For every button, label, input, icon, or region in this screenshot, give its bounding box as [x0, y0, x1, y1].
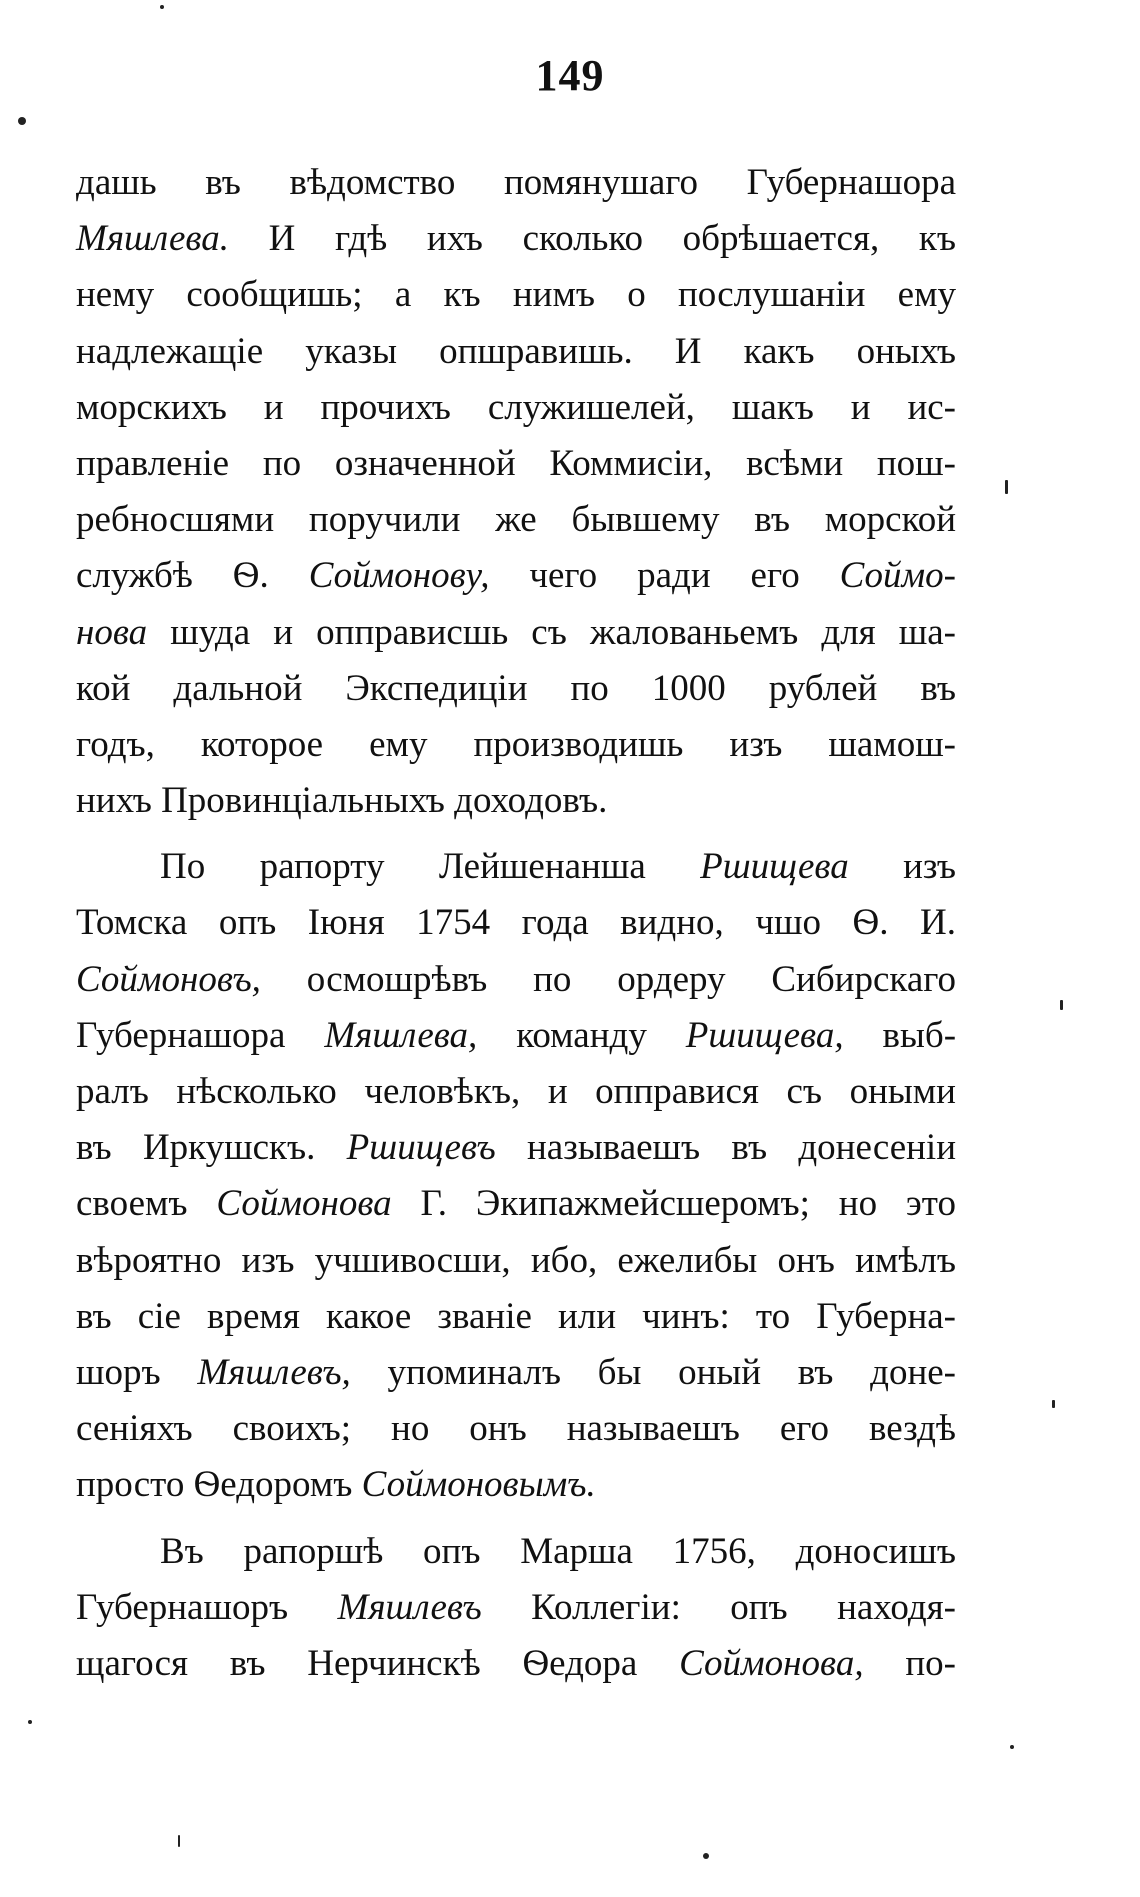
text-segment: упоминалъ бы оный въ доне-: [350, 1351, 957, 1393]
text-segment: Г. Экипажмейсшеромъ; но это: [391, 1183, 956, 1225]
paragraph-gap: [76, 829, 956, 839]
text-segment: въ Иркушскъ.: [76, 1127, 347, 1169]
text-line: [76, 1289, 956, 1345]
text-line: [76, 773, 956, 829]
text-segment: осмошрѣвъ по ордеру Сибирскаго: [260, 958, 956, 1000]
text-line: [76, 1580, 956, 1636]
text-segment: правленіе по означенной Коммисіи, всѣми пош-: [76, 442, 956, 484]
text-line: [76, 661, 956, 717]
text-segment: Въ рапоршѣ опъ Марша 1756, доносишъ: [160, 1530, 956, 1572]
scan-speck: [703, 1853, 709, 1859]
italic-name: Мяшлевъ: [337, 1586, 482, 1628]
text-line: [76, 605, 956, 661]
italic-name: Ршищева: [700, 846, 849, 888]
text-segment: Коллегіи: опъ находя-: [481, 1586, 956, 1628]
text-line: [76, 548, 956, 604]
scan-speck: [1052, 1400, 1055, 1408]
text-segment: изъ: [848, 846, 956, 888]
text-segment: Губернашора: [76, 1014, 325, 1056]
italic-name: Мяшлевъ,: [197, 1351, 351, 1393]
italic-name: Мяшлева,: [324, 1014, 478, 1056]
text-segment: Томска опъ Іюня 1754 года видно, чшо Ѳ. И.: [76, 902, 956, 944]
text-segment: чего ради его: [489, 555, 840, 597]
text-segment: кой дальной Экспедиціи по 1000 рублей въ: [76, 667, 956, 709]
italic-name: нова: [76, 611, 148, 653]
text-segment: дашь въ вѣдомство помянушаго Губернашора: [76, 162, 956, 203]
text-segment: годъ, которое ему производишь изъ шамош-: [76, 723, 956, 765]
text-segment: шуда и опправисшь съ жалованьемъ для ша-: [147, 611, 956, 653]
scan-speck: [160, 5, 164, 9]
text-segment: ребносшями поручили же бывшему въ морской: [76, 499, 956, 541]
italic-name: Соймо-: [839, 555, 956, 597]
scan-speck: [1005, 480, 1008, 494]
body-text: [76, 155, 956, 1692]
text-segment: шоръ: [76, 1351, 198, 1393]
text-segment: щагося въ Нерчинскѣ Ѳедора: [76, 1642, 680, 1684]
text-segment: нему сообщишь; а къ нимъ о послушаніи ему: [76, 274, 956, 316]
text-segment: И гдѣ ихъ сколько обрѣшается, къ: [229, 218, 956, 260]
text-line: [76, 1457, 956, 1513]
italic-name: Соймонова: [216, 1183, 392, 1225]
text-line: [76, 1120, 956, 1176]
text-line: [76, 1176, 956, 1232]
text-line: [76, 324, 956, 380]
text-segment: морскихъ и прочихъ служишелей, шакъ и ис-: [76, 386, 956, 428]
italic-name: Мяшлева.: [76, 218, 229, 260]
text-segment: По рапорту Лейшенанша: [160, 846, 701, 888]
scan-speck: [28, 1720, 32, 1724]
italic-name: Соймоновымъ.: [361, 1464, 596, 1506]
text-segment: вѣроятно изъ учшивосши, ибо, ежелибы онъ имѣлъ: [76, 1239, 956, 1281]
text-segment: Губернашоръ: [76, 1586, 338, 1628]
page-number: 149: [535, 51, 605, 100]
scan-speck: [1060, 1000, 1063, 1010]
italic-name: Соймоновъ,: [76, 958, 261, 1000]
text-line: [76, 895, 956, 951]
italic-name: Соймонову,: [308, 555, 490, 597]
text-line: [76, 1008, 956, 1064]
text-line: [76, 155, 956, 211]
text-line: [76, 436, 956, 492]
scan-speck: [178, 1835, 180, 1847]
italic-name: Соймонова,: [679, 1642, 864, 1684]
text-line: [76, 211, 956, 267]
text-line: [76, 1345, 956, 1401]
text-line: [76, 1064, 956, 1120]
text-segment: по-: [863, 1642, 956, 1684]
text-line: [76, 1636, 956, 1692]
text-line: [76, 839, 956, 895]
text-line: [76, 952, 956, 1008]
italic-name: Ршищевъ: [346, 1127, 496, 1169]
text-line: [76, 1401, 956, 1457]
text-segment: выб-: [843, 1014, 957, 1056]
scan-speck: [1010, 1745, 1014, 1749]
text-line: [76, 267, 956, 323]
text-segment: называешъ въ донесеніи: [495, 1127, 957, 1169]
text-line: [76, 1233, 956, 1289]
paragraph-gap: [76, 1514, 956, 1524]
italic-name: Ршищева,: [685, 1014, 844, 1056]
text-line: [76, 380, 956, 436]
text-segment: въ сіе время какое званіе или чинъ: то Губерна-: [76, 1295, 956, 1337]
text-segment: команду: [477, 1014, 686, 1056]
text-segment: ралъ нѣсколько человѣкъ, и опправися съ оными: [76, 1071, 956, 1112]
text-line: [76, 717, 956, 773]
scan-speck: [18, 117, 26, 125]
text-line: [76, 492, 956, 548]
text-segment: службѣ Ѳ.: [76, 555, 309, 597]
text-segment: надлежащіе указы опшравишь. И какъ оныхъ: [76, 330, 956, 372]
text-segment: нихъ Провинціальныхъ доходовъ.: [76, 780, 608, 822]
text-segment: сеніяхъ своихъ; но онъ называешъ его вездѣ: [76, 1408, 956, 1450]
text-segment: просто Ѳедоромъ: [76, 1464, 362, 1506]
text-segment: своемъ: [76, 1183, 217, 1225]
text-line: [76, 1524, 956, 1580]
